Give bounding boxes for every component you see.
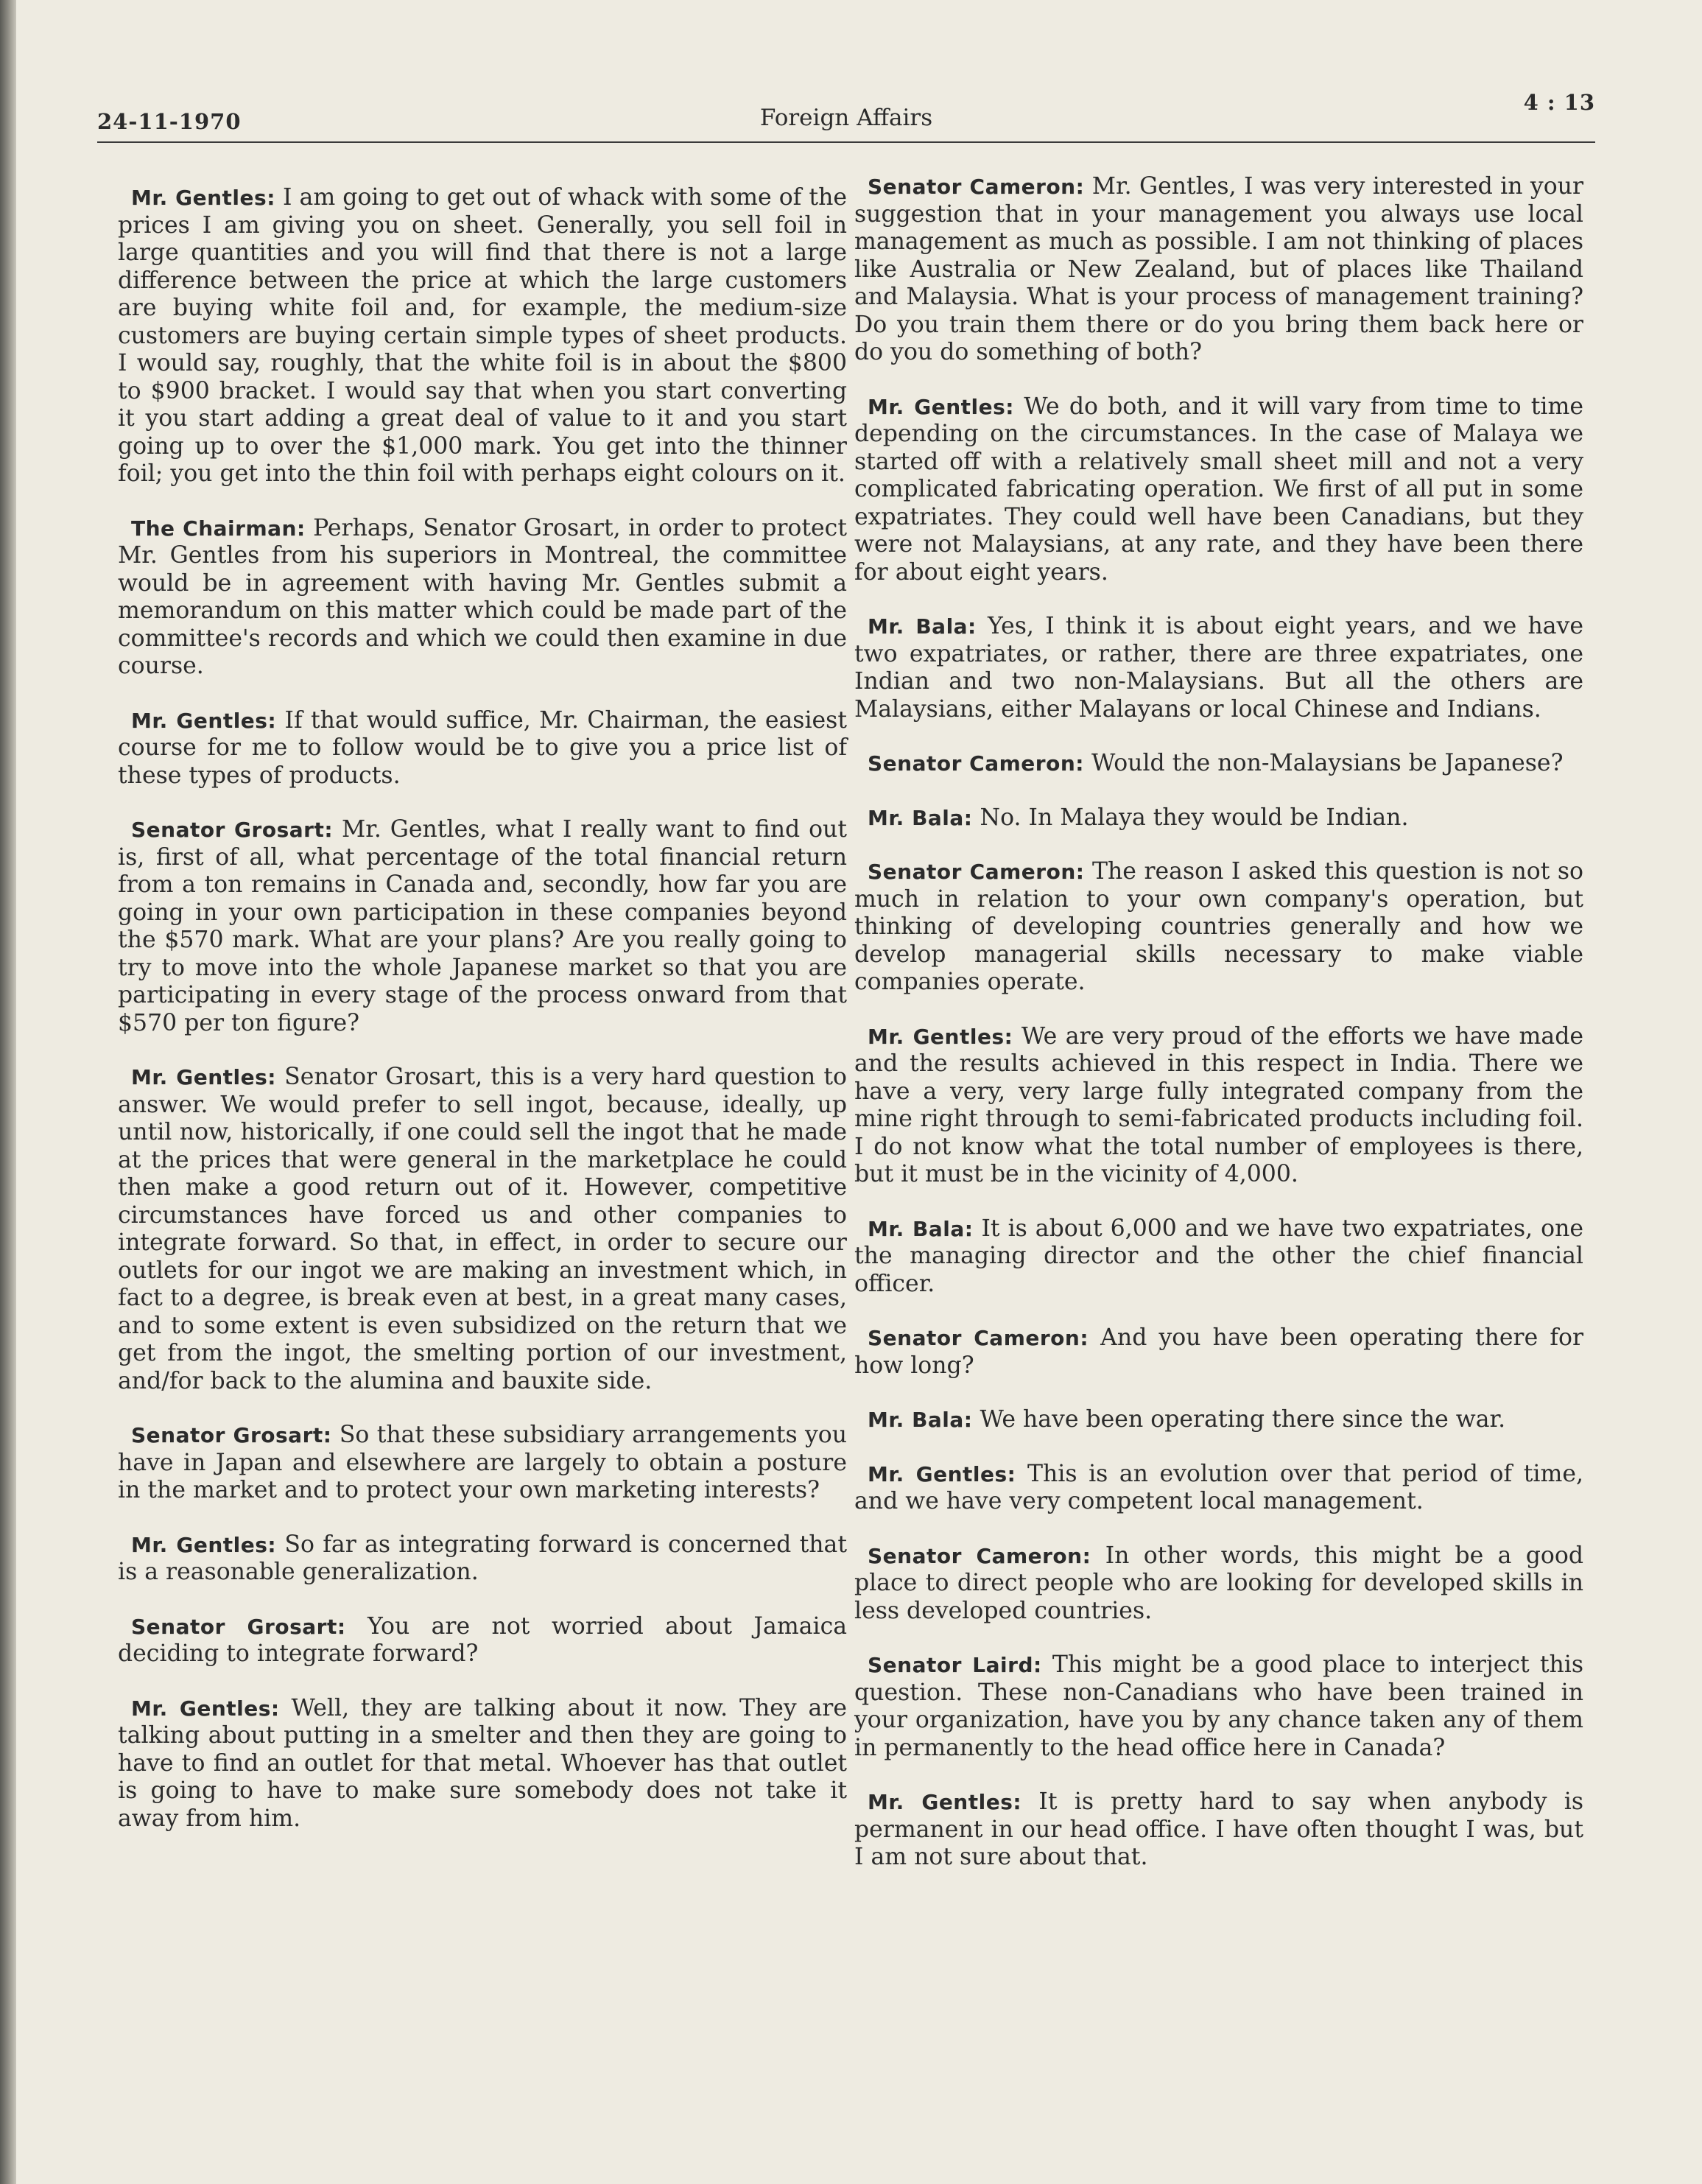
header-date: 24-11-1970: [97, 109, 242, 134]
speech: This is an evolution over that period of time, and we have very competent local management.: [854, 1460, 1583, 1514]
speech: Would the non-Malaysians be Japanese?: [1091, 750, 1564, 776]
speech: The reason I asked this question is not so much in relation to your own company's operation, but thinking of developing countries generally and how we develop managerial skills necessary to make viable companies operate.: [854, 858, 1584, 995]
paragraph: [118, 515, 847, 681]
speaker: Mr. Bala:: [868, 1216, 974, 1241]
paragraph: [118, 1531, 847, 1587]
paragraph: [854, 613, 1583, 723]
speaker: Mr. Gentles:: [868, 1790, 1022, 1814]
speech: Yes, I think it is about eight years, and we have two expatriates, or rather, there are three expatriates, one Indian and two non-Malaysians. But all the others are Malaysians, either Malayans or local Chinese and Indians.: [854, 613, 1583, 723]
speaker: Senator Cameron:: [868, 1543, 1091, 1568]
speech: We have been operating there since the war.: [980, 1406, 1506, 1433]
speaker: Mr. Gentles:: [131, 1065, 276, 1089]
speaker: Senator Laird:: [868, 1653, 1042, 1677]
page-binding-edge: [0, 0, 16, 2184]
speaker: Mr. Gentles:: [868, 394, 1014, 419]
paragraph: [854, 1461, 1583, 1516]
speech: It is pretty hard to say when anybody is permanent in our head office. I have often thought I was, but I am not sure about that.: [854, 1788, 1584, 1870]
speech: So far as integrating forward is concerned that is a reasonable generalization.: [118, 1531, 847, 1585]
speaker: Senator Cameron:: [868, 860, 1085, 884]
speaker: Mr. Gentles:: [868, 1461, 1016, 1486]
paragraph: [854, 393, 1583, 587]
header-title: Foreign Affairs: [759, 105, 933, 131]
speaker: Mr. Gentles:: [131, 1696, 280, 1721]
paragraph: [854, 858, 1583, 997]
speaker: Senator Cameron:: [868, 175, 1085, 199]
paragraph: [118, 1695, 847, 1833]
speech: Well, they are talking about it now. They are talking about putting in a smelter and then they are going to have to find an outlet for that metal. Whoever has that outlet is going to have to make sure somebody does not take it away from him.: [118, 1694, 848, 1832]
speaker: Senator Grosart:: [131, 818, 334, 842]
paragraph: [118, 1064, 847, 1395]
speaker: Senator Grosart:: [131, 1614, 346, 1639]
page-header: [97, 82, 1595, 143]
speech: This might be a good place to interject this question. These non-Canadians who have been trained in your organization, have you by any chance taken any of them in permanently to the head office here in Canada?: [854, 1651, 1584, 1761]
speech: It is about 6,000 and we have two expatriates, one the managing director and the other the chief financial officer.: [854, 1215, 1584, 1297]
speech: You are not worried about Jamaica deciding to integrate forward?: [118, 1612, 847, 1667]
speaker: Senator Cameron:: [868, 1326, 1089, 1350]
speech: If that would suffice, Mr. Chairman, the easiest course for me to follow would be to give you a price list of these types of products.: [118, 706, 847, 789]
speaker: Senator Grosart:: [131, 1423, 332, 1447]
paragraph: [854, 173, 1583, 367]
speech: No. In Malaya they would be Indian.: [980, 804, 1409, 831]
paragraph: [854, 1215, 1583, 1299]
speech: I am going to get out of whack with some of the prices I am giving you on sheet. Generally, you sell foil in large quantities and you will find that there is not a large difference between the price at which the large customers are buying white foil and, for example, the medium-size customers are buying certain simple types of sheet products. I would say, roughly, that the white foil is in about the $800 to $900 bracket. I would say that when you start converting it you start adding a great deal of value to it and you start going up to over the $1,000 mark. You get into the thinner foil; you get into the thin foil with perhaps eight colours on it.: [118, 184, 848, 487]
paragraph: [854, 750, 1583, 778]
speaker: Senator Cameron:: [868, 751, 1084, 776]
speaker: Mr. Gentles:: [868, 1024, 1013, 1049]
speaker: Mr. Gentles:: [131, 708, 277, 733]
speech: In other words, this might be a good place to direct people who are looking for developed skills in less developed countries.: [854, 1542, 1584, 1624]
paragraph: [854, 1788, 1583, 1872]
speaker: Mr. Bala:: [868, 805, 973, 830]
paragraph: [854, 1406, 1583, 1434]
speech: Mr. Gentles, what I really want to find out is, first of all, what percentage of the total financial return from a ton remains in Canada and, secondly, how far you are going in your own participation in these companies beyond the $570 mark. What are your plans? Are you really going to try to move into the whole Japanese market so that you are participating in every stage of the process onward from that $570 per ton figure?: [118, 816, 848, 1036]
paragraph: [854, 1542, 1583, 1626]
speaker: The Chairman:: [131, 516, 306, 541]
paragraph: [118, 184, 847, 488]
speech: Mr. Gentles, I was very interested in your suggestion that in your management you always use local management as much as possible. I am not thinking of places like Australia or New Zealand, but of places like Thailand and Malaysia. What is your process of management training? Do you train them there or do you bring them back here or do you do something of both?: [854, 173, 1584, 365]
paragraph: [118, 1613, 847, 1668]
speaker: Mr. Bala:: [868, 1408, 973, 1432]
speech: And you have been operating there for how long?: [854, 1324, 1584, 1379]
speech: So that these subsidiary arrangements you have in Japan and elsewhere are largely to obtain a posture in the market and to protect your own marketing interests?: [118, 1422, 847, 1503]
left-column: [118, 184, 847, 1859]
speech: We do both, and it will vary from time to time depending on the circumstances. In the case of Malaya we started off with a relatively small sheet mill and not a very complicated fabricating operation. We first of all put in some expatriates. They could well have been Canadians, but they were not Malaysians, at any rate, and they have been there for about eight years.: [854, 393, 1583, 586]
paragraph: [118, 707, 847, 790]
header-page-number: 4 : 13: [1523, 90, 1595, 115]
speech: Perhaps, Senator Grosart, in order to protect Mr. Gentles from his superiors in Montreal, the committee would be in agreement with having Mr. Gentles submit a memorandum on this matter which could be made part of the committee's records and which we could then examine in due course.: [118, 514, 847, 679]
speaker: Mr. Gentles:: [131, 186, 275, 210]
paragraph: [854, 1023, 1583, 1189]
speaker: Mr. Gentles:: [131, 1532, 277, 1557]
document-page: [16, 0, 1702, 2184]
paragraph: [118, 1422, 847, 1505]
paragraph: [854, 1651, 1583, 1762]
speech: Senator Grosart, this is a very hard question to answer. We would prefer to sell ingot, because, ideally, up until now, historically, if one could sell the ingot that he made at the prices that were general in the marketplace he could then make a good return out of it. However, competitive circumstances have forced us and other companies to integrate forward. So that, in effect, in order to secure our outlets for our ingot we are making an investment which, in fact to a degree, is break even at best, in a great many cases, and to some extent is even subsidized on the return that we get from the ingot, the smelting portion of our investment, and/for back to the alumina and bauxite side.: [118, 1064, 847, 1394]
paragraph: [854, 804, 1583, 832]
paragraph: [854, 1324, 1583, 1380]
speech: We are very proud of the efforts we have made and the results achieved in this respect in India. There we have a very, very large fully integrated company from the mine right through to semi-fabricated products including foil. I do not know what the total number of employees is there, but it must be in the vicinity of 4,000.: [854, 1022, 1583, 1187]
speaker: Mr. Bala:: [868, 614, 977, 639]
right-column: [854, 173, 1583, 1898]
paragraph: [118, 816, 847, 1037]
